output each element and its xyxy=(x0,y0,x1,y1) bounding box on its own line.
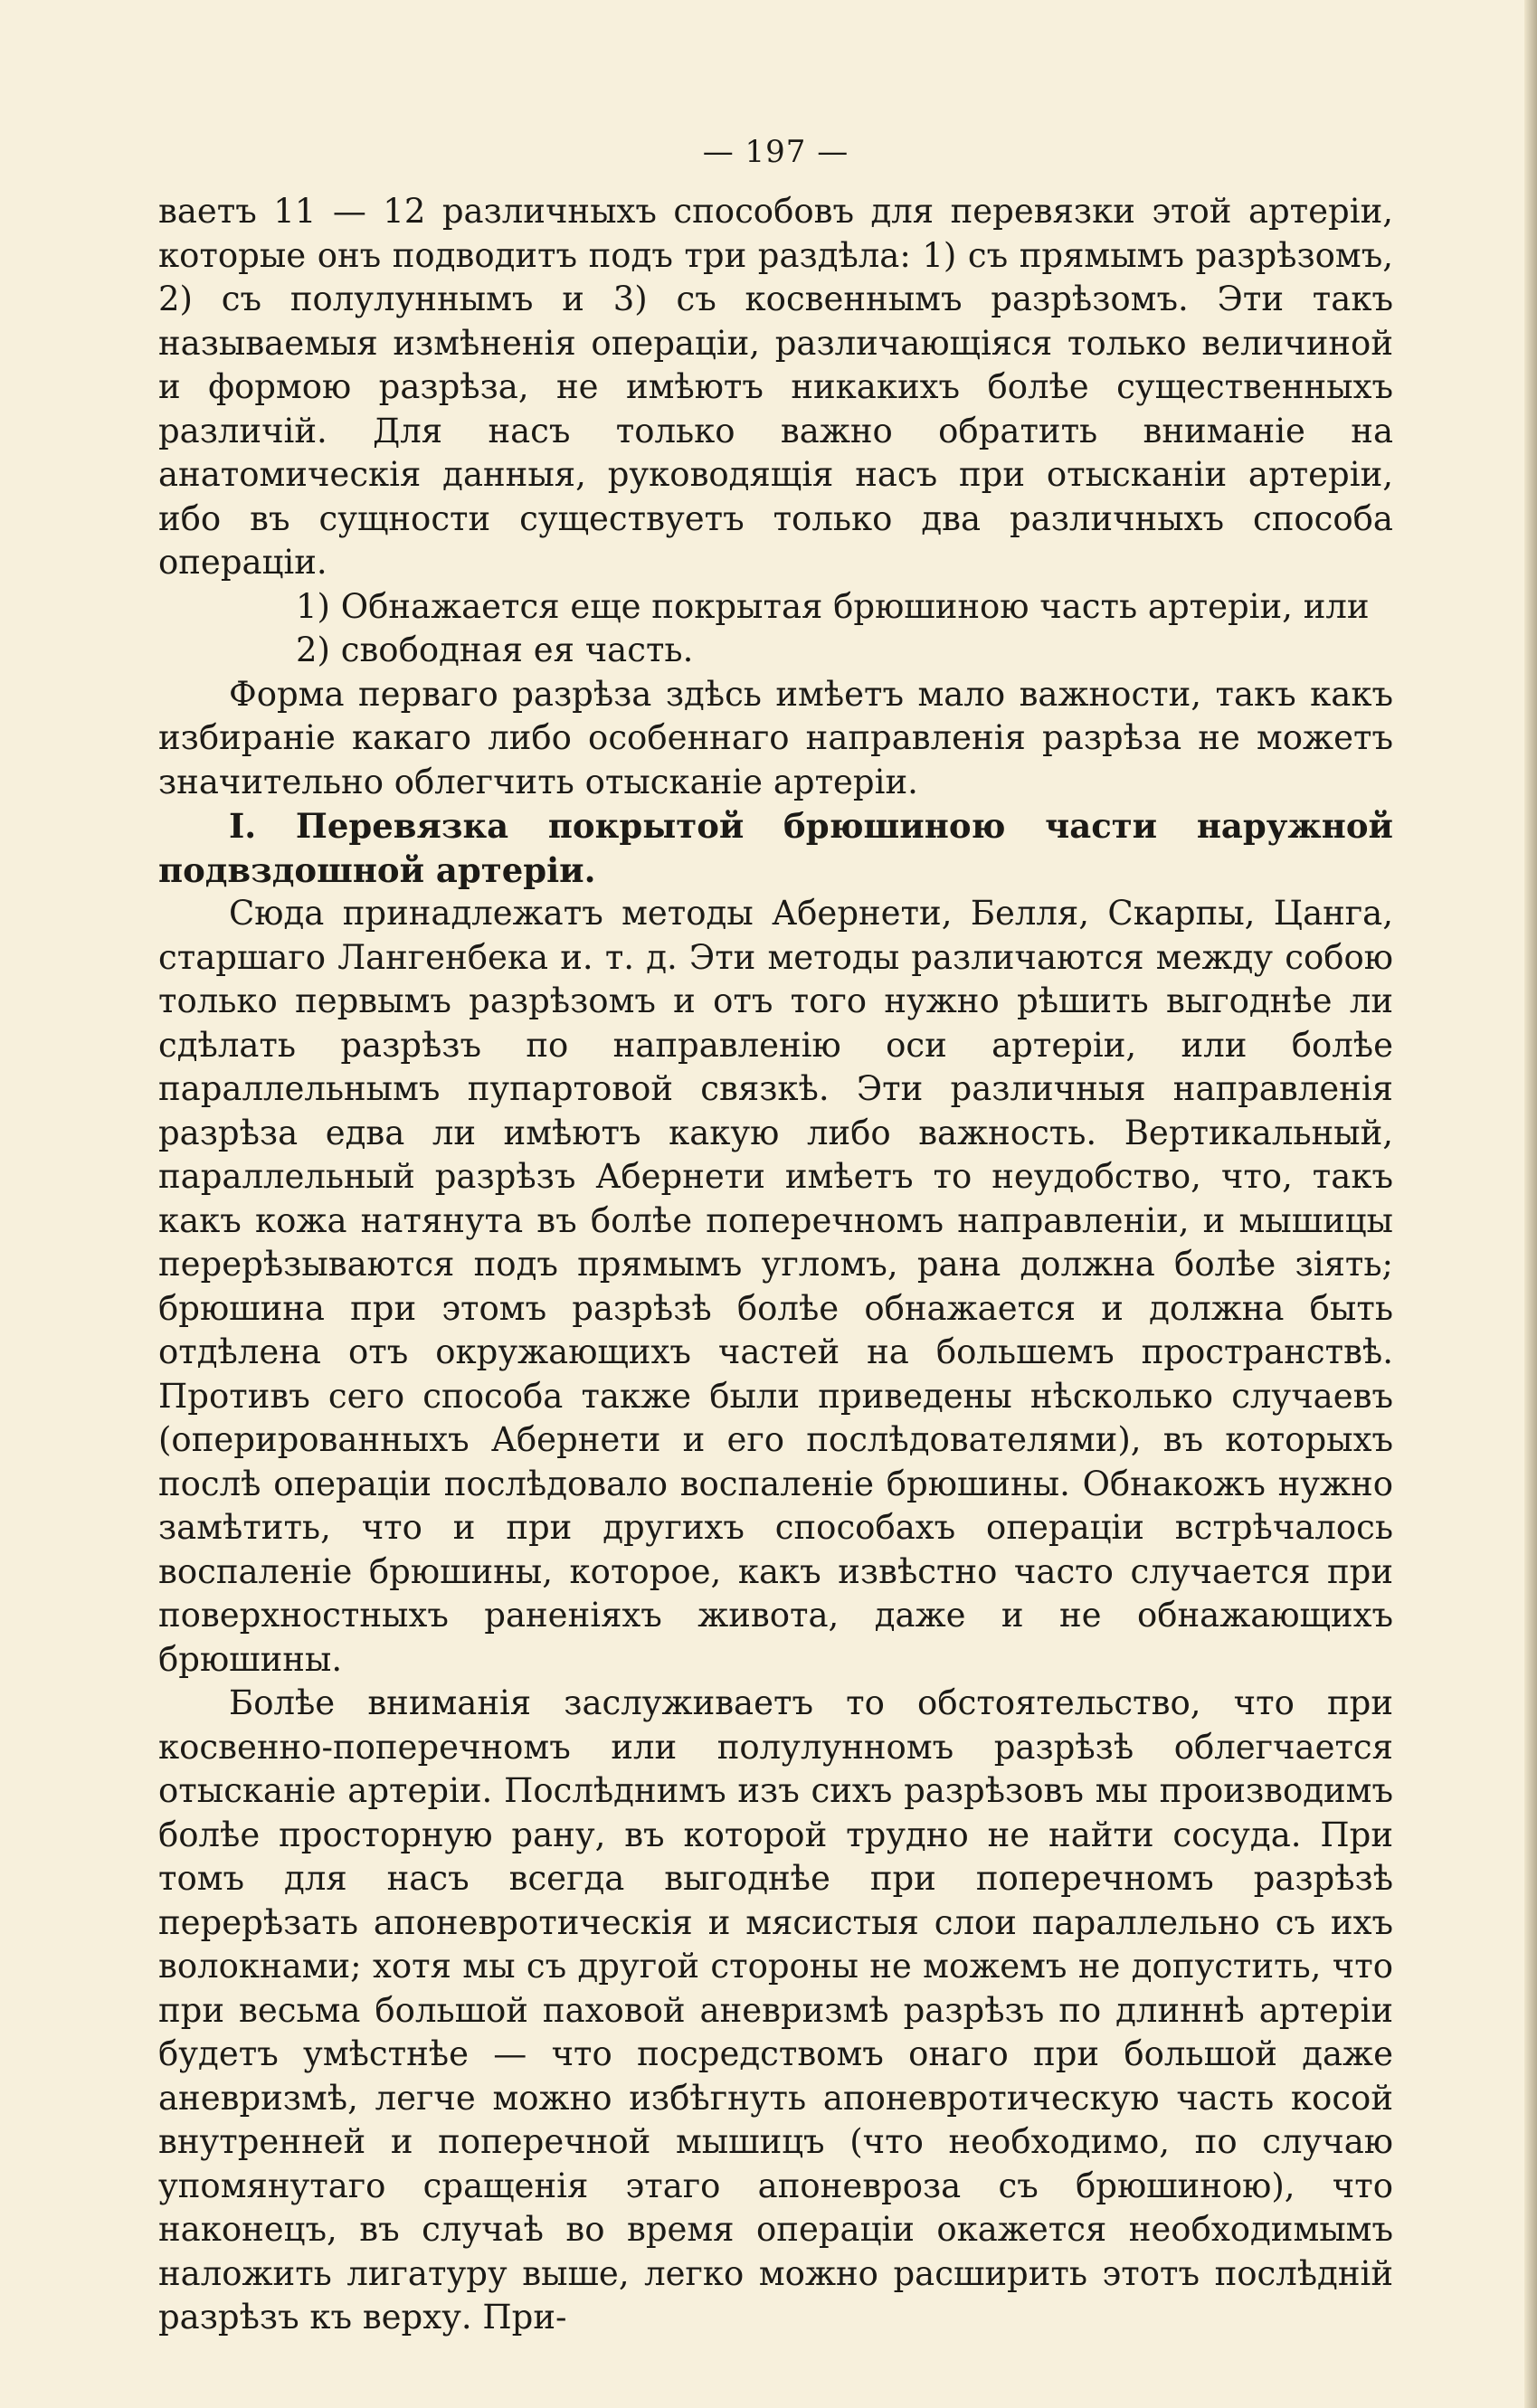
paragraph-methods: Сюда принадлежатъ методы Абернети, Белля, Скарпы, Цанга, старшаго Лангенбека и. т. д. Эти методы различаются между собою только первымъ разрѣзомъ и отъ того нужно рѣшить выгоднѣе ли сдѣлать разрѣзъ по направленію оси артеріи, или болѣе параллельнымъ пупартовой связкѣ. Эти различныя направленія разрѣза едва ли имѣютъ какую либо важность. Вертикальный, параллельный разрѣзъ Абернети имѣетъ то неудобство, что, такъ какъ кожа натянута въ болѣе поперечномъ направленіи, и мышицы перерѣзываются подъ прямымъ угломъ, рана должна болѣе зіять; брюшина при этомъ разрѣзѣ болѣе обнажается и должна быть отдѣлена отъ окружающихъ частей на большемъ пространствѣ. Противъ сего способа также были приведены нѣсколько случаевъ (оперированныхъ Абернети и его послѣдователями), въ которыхъ послѣ операціи послѣдовало воспаленіе брюшины. Обнакожъ нужно замѣтить, что и при другихъ способахъ операціи встрѣчалось воспаленіе брюшины, которое, какъ извѣстно часто случается при поверхностныхъ раненіяхъ живота, даже и не обнажающихъ брюшины. xyxy=(158,894,1393,1679)
paragraph-continuation: ваетъ 11 — 12 различныхъ способовъ для перевязки этой артеріи, которые онъ подводитъ подъ три раздѣла: 1) съ прямымъ разрѣзомъ, 2) съ полулуннымъ и 3) съ косвеннымъ разрѣзомъ. Эти такъ называемыя измѣненія операціи, различающіяся только величиной и формою разрѣза, не имѣютъ никакихъ болѣе существенныхъ различій. Для насъ только важно обратить вниманіе на анатомическія данныя, руководящія насъ при отысканіи артеріи, ибо въ сущности существуетъ только два различныхъ способа операціи. xyxy=(158,192,1393,582)
paragraph-oblique-incision: Болѣе вниманія заслуживаетъ то обстоятельство, что при косвенно-поперечномъ или полулунномъ разрѣзѣ облегчается отысканіе артеріи. Послѣднимъ изъ сихъ разрѣзовъ мы производимъ болѣе просторную рану, въ которой трудно не найти сосуда. При томъ для насъ всегда выгоднѣе при поперечномъ разрѣзѣ перерѣзать апоневротическія и мясистыя слои параллельно съ ихъ волокнами; хотя мы съ другой стороны не можемъ не допустить, что при весьма большой паховой аневризмѣ разрѣзъ по длиннѣ артеріи будетъ умѣстнѣе — что посредствомъ онаго при большой даже аневризмѣ, легче можно избѣгнуть апоневротическую часть косой внутренней и поперечной мышицъ (что необходимо, по случаю упомянутаго сращенія этаго апоневроза съ брюшиною), что наконецъ, въ случаѣ во время операціи окажется необходимымъ наложить лигатуру выше, легко можно расширить этотъ послѣдній разрѣзъ къ верху. При- xyxy=(158,1683,1393,2337)
page-number: — 197 — xyxy=(702,134,849,170)
section-heading: I. Перевязка покрытой брюшиною части наружной подвздошной артеріи. xyxy=(158,806,1393,890)
list-item-1: 1) Обнажается еще покрытая брюшиною часть артеріи, или xyxy=(296,586,1370,626)
paragraph-incision-form: Форма перваго разрѣза здѣсь имѣетъ мало важности, такъ какъ избираніе какаго либо особеннаго направленія разрѣза не можетъ значительно облегчить отысканіе артеріи. xyxy=(158,674,1393,801)
list-item-2: 2) свободная ея часть. xyxy=(296,630,694,669)
book-page xyxy=(158,125,1393,2340)
page-edge-shadow xyxy=(1524,0,1537,2408)
